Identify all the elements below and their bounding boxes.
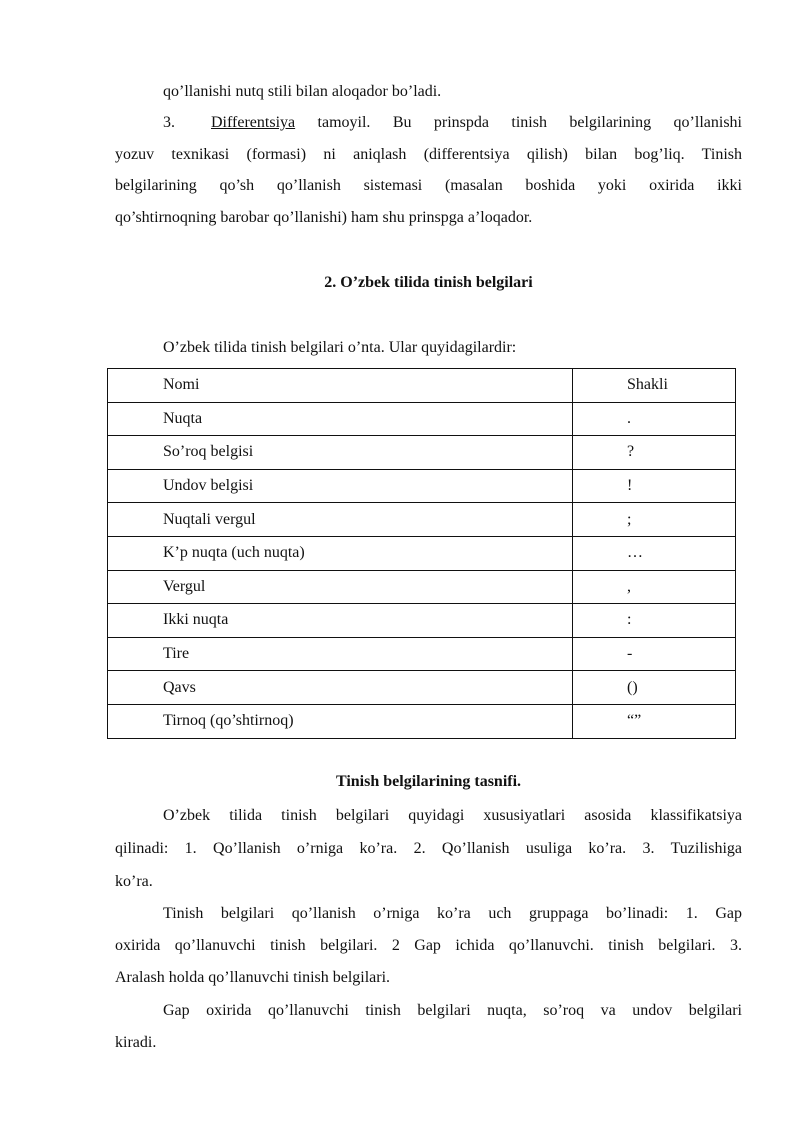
- table-row: [108, 503, 736, 537]
- table-row: [108, 436, 736, 470]
- item3-line2: yozuv texnikasi (formasi) ni aniqlash (differentsiya qilish) bilan bog’liq. Tinish: [115, 146, 742, 163]
- mark-name-cell: Tirnoq (qo’shtirnoq): [108, 704, 573, 738]
- mark-shape-cell: “”: [573, 704, 736, 738]
- intro-continuation-line: qo’llanishi nutq stili bilan aloqador bo’ladi.: [163, 83, 442, 100]
- mark-shape-cell: (): [573, 671, 736, 705]
- table-row: [108, 536, 736, 570]
- groups-para-line3: Aralash holda qo’llanuvchi tinish belgilari.: [115, 969, 391, 986]
- mark-shape-cell: ,: [573, 570, 736, 604]
- table-row: [108, 402, 736, 436]
- class-para-line1: O’zbek tilida tinish belgilari quyidagi xususiyatlari asosida klassifikatsiya: [163, 807, 742, 824]
- class-para-line2: qilinadi: 1. Qo’llanish o’rniga ko’ra. 2. Qo’llanish usuliga ko’ra. 3. Tuzilishiga: [115, 840, 742, 857]
- table-row: [108, 637, 736, 671]
- table-header-row: [108, 369, 736, 403]
- table-row: [108, 469, 736, 503]
- mark-shape-cell: …: [573, 536, 736, 570]
- class-para-line3: ko’ra.: [115, 873, 153, 890]
- mark-shape-cell: -: [573, 637, 736, 671]
- mark-name-cell: Vergul: [108, 570, 573, 604]
- punctuation-table: [107, 368, 736, 739]
- item3-line4: qo’shtirnoqning barobar qo’llanishi) ham shu prinspga a’loqador.: [115, 209, 533, 226]
- item3-line1-rest: tamoyil. Bu prinspda tinish belgilarining qo’llanishi: [295, 114, 742, 131]
- end-para-line1: Gap oxirida qo’llanuvchi tinish belgilari nuqta, so’roq va undov belgilari: [163, 1002, 742, 1019]
- groups-para-line2: oxirida qo’llanuvchi tinish belgilari. 2 Gap ichida qo’llanuvchi. tinish belgilari. 3.: [115, 937, 742, 954]
- table-row: [108, 570, 736, 604]
- mark-shape-cell: :: [573, 604, 736, 638]
- mark-name-cell: K’p nuqta (uch nuqta): [108, 536, 573, 570]
- mark-shape-cell: ?: [573, 436, 736, 470]
- item3-number: 3.: [163, 114, 175, 131]
- header-name-cell: Nomi: [108, 369, 573, 403]
- mark-name-cell: Tire: [108, 637, 573, 671]
- table-row: [108, 671, 736, 705]
- header-shape-cell: Shakli: [573, 369, 736, 403]
- item3-first-line: [163, 107, 742, 139]
- mark-name-cell: So’roq belgisi: [108, 436, 573, 470]
- item3-line3: belgilarining qo’sh qo’llanish sistemasi (masalan boshida yoki oxirida ikki: [115, 177, 742, 194]
- item3-term: Differentsiya: [211, 114, 296, 131]
- mark-shape-cell: .: [573, 402, 736, 436]
- mark-name-cell: Undov belgisi: [108, 469, 573, 503]
- mark-name-cell: Qavs: [108, 671, 573, 705]
- section-heading: 2. O’zbek tilida tinish belgilari: [324, 274, 533, 291]
- table-row: [108, 704, 736, 738]
- table-row: [108, 604, 736, 638]
- groups-para-line1: Tinish belgilari qo’llanish o’rniga ko’ra uch gruppaga bo’linadi: 1. Gap: [163, 905, 742, 922]
- mark-name-cell: Nuqtali vergul: [108, 503, 573, 537]
- table-intro-sentence: O’zbek tilida tinish belgilari o’nta. Ular quyidagilardir:: [163, 339, 517, 356]
- mark-name-cell: Nuqta: [108, 402, 573, 436]
- mark-shape-cell: ;: [573, 503, 736, 537]
- end-para-line2: kiradi.: [115, 1034, 157, 1051]
- mark-name-cell: Ikki nuqta: [108, 604, 573, 638]
- classification-heading: Tinish belgilarining tasnifi.: [335, 773, 522, 790]
- mark-shape-cell: !: [573, 469, 736, 503]
